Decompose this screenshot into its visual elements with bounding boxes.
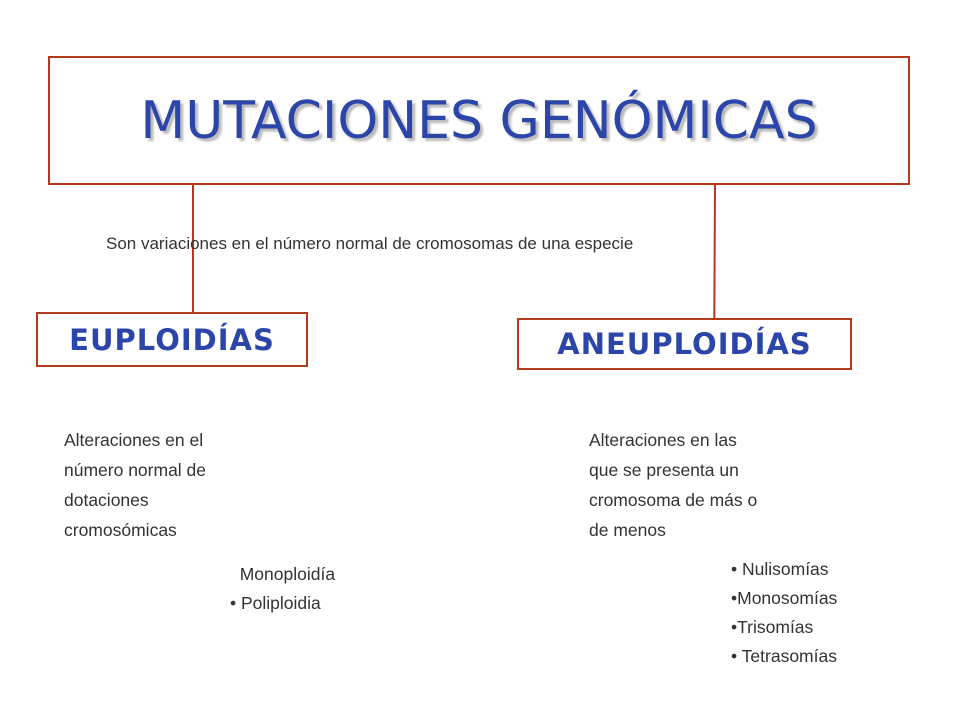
euploidias-description-line: cromosómicas xyxy=(64,520,177,540)
euploidias-label: EUPLOIDÍAS xyxy=(69,322,275,357)
definition-text: Son variaciones en el número normal de cromosomas de una especie xyxy=(106,234,634,253)
aneuploidias-description-line: que se presenta un xyxy=(589,460,739,480)
euploidias-list xyxy=(230,560,335,618)
list-item: •Monosomías xyxy=(731,588,838,608)
list-item: • Tetrasomías xyxy=(731,646,837,666)
aneuploidias-box xyxy=(517,318,852,370)
list-item: Monoploidía xyxy=(230,564,336,584)
aneuploidias-list xyxy=(731,555,837,671)
right-connector-line xyxy=(713,185,716,318)
euploidias-description-line: número normal de xyxy=(64,460,207,480)
euploidias-box xyxy=(36,312,308,367)
aneuploidias-description-line: de menos xyxy=(589,520,666,540)
list-item: • Poliploidia xyxy=(230,593,321,613)
list-item: •Trisomías xyxy=(731,617,814,637)
aneuploidias-description xyxy=(589,425,757,545)
euploidias-description-line: dotaciones xyxy=(64,490,149,510)
aneuploidias-label: ANEUPLOIDÍAS xyxy=(557,327,812,361)
euploidias-description-line: Alteraciones en el xyxy=(64,430,204,450)
euploidias-description xyxy=(64,425,206,545)
page-title: MUTACIONES GENÓMICAS xyxy=(140,90,818,151)
aneuploidias-description-line: Alteraciones en las xyxy=(589,430,737,450)
title-box xyxy=(48,56,910,185)
list-item: • Nulisomías xyxy=(731,559,829,579)
aneuploidias-description-line: cromosoma de más o xyxy=(589,490,758,510)
